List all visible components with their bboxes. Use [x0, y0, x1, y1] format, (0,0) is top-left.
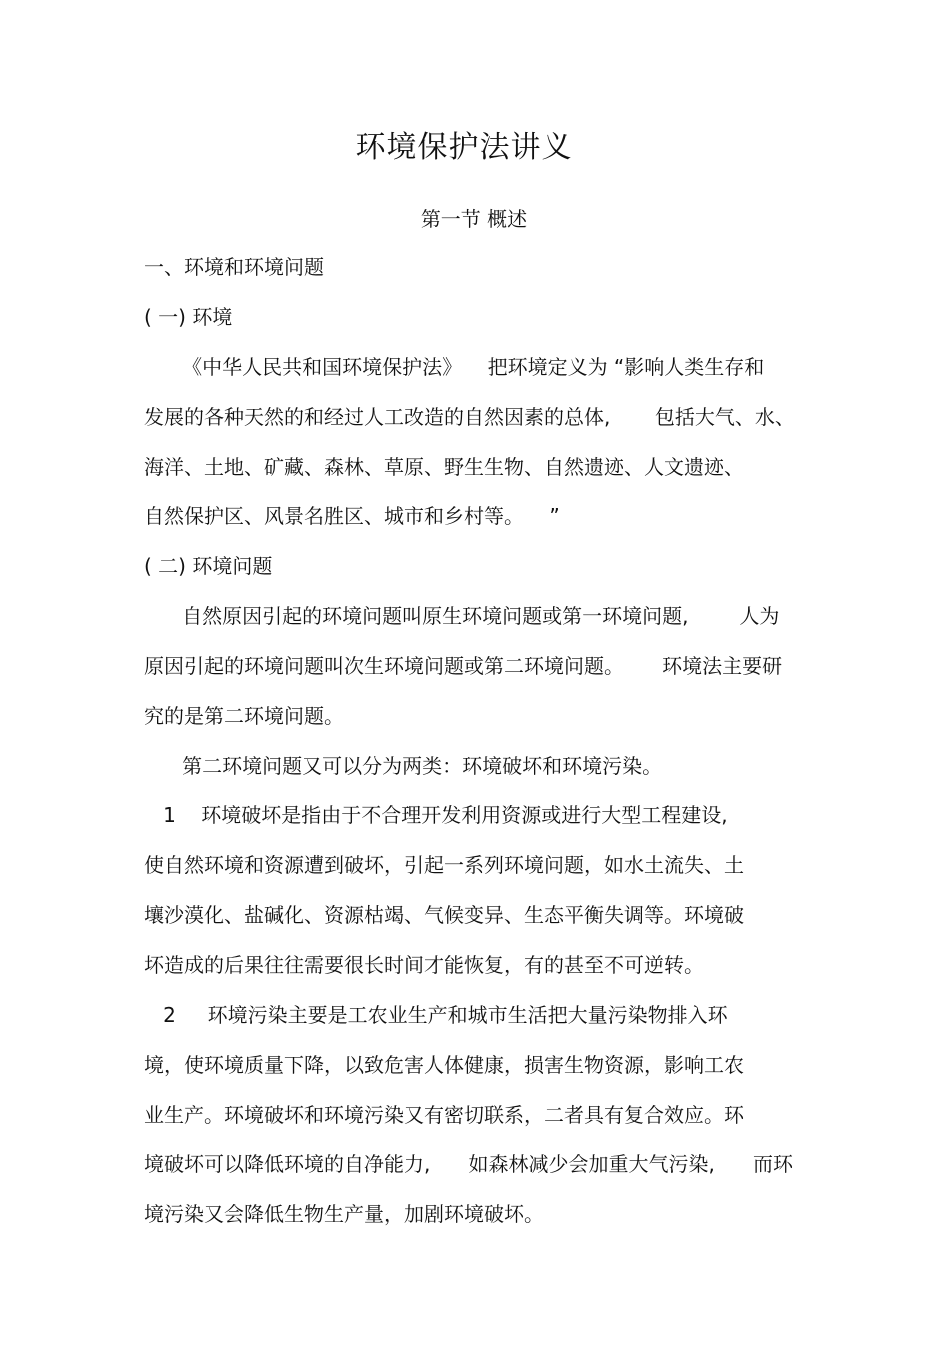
- paragraph-line: 境破坏可以降低环境的自净能力, 如森林减少会加重大气污染, 而环: [144, 1152, 794, 1176]
- paragraph-line: 壤沙漠化、盐碱化、资源枯竭、气候变异、生态平衡失调等。环境破: [144, 903, 744, 927]
- paragraph-line: 使自然环境和资源遭到破坏，引起一系列环境问题，如水土流失、土: [144, 853, 744, 877]
- paragraph-line: 发展的各种天然的和经过人工改造的自然因素的总体, 包括大气、水、: [144, 405, 795, 429]
- list-item-2-line: 2 环境污染主要是工农业生产和城市生活把大量污染物排入环: [144, 1003, 728, 1027]
- paragraph-line: 自然保护区、风景名胜区、城市和乡村等。 ”: [144, 504, 560, 528]
- heading-environment-issues: 一、环境和环境问题: [144, 255, 324, 279]
- paragraph-line: 《中华人民共和国环境保护法》 把环境定义为 “影响人类生存和: [144, 355, 765, 379]
- subheading-environment-problems: ( 二) 环境问题: [144, 554, 273, 578]
- paragraph-line: 究的是第二环境问题。: [144, 704, 344, 728]
- list-item-1-line: 1 环境破坏是指由于不合理开发利用资源或进行大型工程建设,: [144, 803, 728, 827]
- paragraph-line: 第二环境问题又可以分为两类：环境破坏和环境污染。: [144, 754, 663, 778]
- paragraph-line: 原因引起的环境问题叫次生环境问题或第二环境问题。 环境法主要研: [144, 654, 783, 678]
- paragraph-line: 自然原因引起的环境问题叫原生环境问题或第一环境问题, 人为: [144, 604, 780, 628]
- section-title: 第一节 概述: [420, 207, 528, 231]
- paragraph-line: 海洋、土地、矿藏、森林、草原、野生生物、自然遗迹、人文遗迹、: [144, 455, 744, 479]
- paragraph-line: 境污染又会降低生物生产量，加剧环境破坏。: [144, 1202, 544, 1226]
- paragraph-line: 业生产。环境破坏和环境污染又有密切联系，二者具有复合效应。环: [144, 1103, 744, 1127]
- document-title: 环境保护法讲义: [355, 130, 573, 165]
- paragraph-line: 境，使环境质量下降，以致危害人体健康，损害生物资源，影响工农: [144, 1053, 744, 1077]
- paragraph-line: 坏造成的后果往往需要很长时间才能恢复，有的甚至不可逆转。: [144, 953, 704, 977]
- subheading-environment: ( 一) 环境: [144, 305, 233, 329]
